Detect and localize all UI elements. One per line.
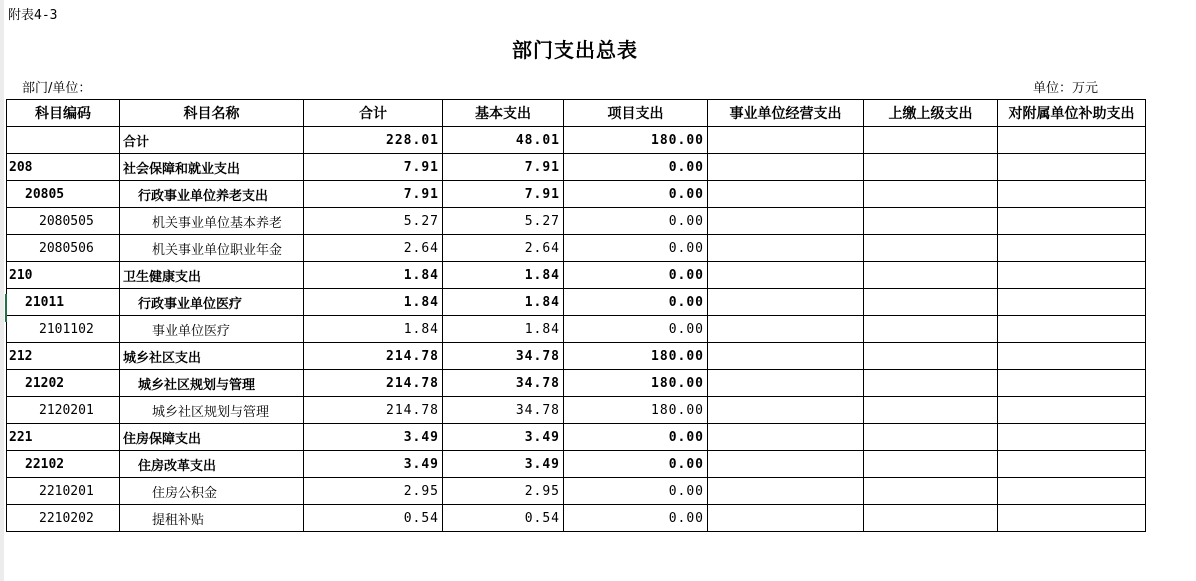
table-row — [7, 154, 1146, 181]
cell-name[interactable]: 住房改革支出 — [120, 451, 304, 478]
cell-subsidy[interactable] — [998, 316, 1146, 343]
cell-name[interactable]: 合计 — [120, 127, 304, 154]
cell-project[interactable]: 0.00 — [564, 424, 708, 451]
table-row — [7, 397, 1146, 424]
attachment-label: 附表4-3 — [8, 8, 58, 23]
cell-project[interactable]: 0.00 — [564, 316, 708, 343]
selection-marker — [5, 294, 7, 322]
cell-operating[interactable] — [708, 208, 864, 235]
cell-remit[interactable] — [864, 370, 998, 397]
page-title: 部门支出总表 — [512, 38, 638, 62]
cell-subsidy[interactable] — [998, 343, 1146, 370]
table-row — [7, 208, 1146, 235]
cell-remit[interactable] — [864, 262, 998, 289]
cell-name[interactable]: 城乡社区支出 — [120, 343, 304, 370]
table-row — [7, 181, 1146, 208]
cell-name[interactable]: 事业单位医疗 — [120, 316, 304, 343]
header-total[interactable]: 合计 — [304, 100, 443, 127]
table-row — [7, 478, 1146, 505]
cell-subsidy[interactable] — [998, 154, 1146, 181]
cell-code[interactable]: 208 — [7, 154, 120, 181]
cell-subsidy[interactable] — [998, 370, 1146, 397]
cell-remit[interactable] — [864, 343, 998, 370]
cell-operating[interactable] — [708, 451, 864, 478]
cell-remit[interactable] — [864, 451, 998, 478]
cell-operating[interactable] — [708, 235, 864, 262]
header-project[interactable]: 项目支出 — [564, 100, 708, 127]
table-row — [7, 316, 1146, 343]
cell-basic[interactable]: 7.91 — [443, 154, 564, 181]
cell-operating[interactable] — [708, 154, 864, 181]
cell-remit[interactable] — [864, 424, 998, 451]
table-row — [7, 451, 1146, 478]
cell-total[interactable]: 3.49 — [304, 424, 443, 451]
header-row — [7, 100, 1146, 127]
cell-code[interactable]: 21202 — [7, 370, 120, 397]
cell-basic[interactable]: 34.78 — [443, 343, 564, 370]
cell-total[interactable]: 7.91 — [304, 181, 443, 208]
cell-project[interactable]: 0.00 — [564, 451, 708, 478]
cell-remit[interactable] — [864, 235, 998, 262]
cell-name[interactable]: 住房保障支出 — [120, 424, 304, 451]
cell-subsidy[interactable] — [998, 262, 1146, 289]
cell-code[interactable]: 2210201 — [7, 478, 120, 505]
cell-subsidy[interactable] — [998, 208, 1146, 235]
cell-subsidy[interactable] — [998, 424, 1146, 451]
cell-name[interactable]: 行政事业单位养老支出 — [120, 181, 304, 208]
table-row — [7, 424, 1146, 451]
cell-name[interactable]: 城乡社区规划与管理 — [120, 397, 304, 424]
cell-subsidy[interactable] — [998, 181, 1146, 208]
cell-basic[interactable]: 48.01 — [443, 127, 564, 154]
cell-project[interactable]: 180.00 — [564, 127, 708, 154]
cell-remit[interactable] — [864, 181, 998, 208]
table-row — [7, 127, 1146, 154]
cell-code[interactable]: 2080506 — [7, 235, 120, 262]
cell-operating[interactable] — [708, 316, 864, 343]
table-row — [7, 235, 1146, 262]
cell-total[interactable]: 2.64 — [304, 235, 443, 262]
cell-project[interactable]: 0.00 — [564, 181, 708, 208]
cell-project[interactable]: 0.00 — [564, 289, 708, 316]
cell-project[interactable]: 0.00 — [564, 235, 708, 262]
cell-operating[interactable] — [708, 505, 864, 532]
cell-project[interactable]: 180.00 — [564, 343, 708, 370]
department-label: 部门/单位： — [22, 81, 92, 96]
cell-subsidy[interactable] — [998, 397, 1146, 424]
cell-basic[interactable]: 2.64 — [443, 235, 564, 262]
cell-name[interactable]: 提租补贴 — [120, 505, 304, 532]
cell-total[interactable]: 2.95 — [304, 478, 443, 505]
header-code[interactable]: 科目编码 — [7, 100, 120, 127]
cell-code[interactable]: 20805 — [7, 181, 120, 208]
expenditure-table — [6, 99, 1146, 532]
cell-code[interactable]: 212 — [7, 343, 120, 370]
cell-project[interactable]: 0.00 — [564, 208, 708, 235]
cell-name[interactable]: 卫生健康支出 — [120, 262, 304, 289]
cell-basic[interactable]: 0.54 — [443, 505, 564, 532]
cell-name[interactable]: 机关事业单位基本养老 — [120, 208, 304, 235]
cell-basic[interactable]: 5.27 — [443, 208, 564, 235]
cell-name[interactable]: 住房公积金 — [120, 478, 304, 505]
cell-basic[interactable]: 3.49 — [443, 451, 564, 478]
sheet-left-edge — [0, 0, 4, 581]
cell-project[interactable]: 180.00 — [564, 397, 708, 424]
cell-name[interactable]: 社会保障和就业支出 — [120, 154, 304, 181]
cell-project[interactable]: 0.00 — [564, 505, 708, 532]
table-row — [7, 343, 1146, 370]
header-remit[interactable]: 上缴上级支出 — [864, 100, 998, 127]
cell-total[interactable]: 7.91 — [304, 154, 443, 181]
cell-name[interactable]: 机关事业单位职业年金 — [120, 235, 304, 262]
cell-code[interactable]: 2101102 — [7, 316, 120, 343]
table-row — [7, 370, 1146, 397]
cell-code[interactable]: 21011 — [7, 289, 120, 316]
cell-subsidy[interactable] — [998, 451, 1146, 478]
header-basic[interactable]: 基本支出 — [443, 100, 564, 127]
cell-basic[interactable]: 1.84 — [443, 289, 564, 316]
header-name[interactable]: 科目名称 — [120, 100, 304, 127]
cell-operating[interactable] — [708, 478, 864, 505]
cell-total[interactable]: 214.78 — [304, 343, 443, 370]
cell-remit[interactable] — [864, 208, 998, 235]
header-operating[interactable]: 事业单位经营支出 — [708, 100, 864, 127]
cell-total[interactable]: 0.54 — [304, 505, 443, 532]
cell-project[interactable]: 0.00 — [564, 262, 708, 289]
cell-basic[interactable]: 3.49 — [443, 424, 564, 451]
cell-code[interactable]: 2080505 — [7, 208, 120, 235]
table-row — [7, 262, 1146, 289]
cell-total[interactable]: 1.84 — [304, 289, 443, 316]
cell-subsidy[interactable] — [998, 235, 1146, 262]
cell-code[interactable] — [7, 127, 120, 154]
cell-remit[interactable] — [864, 154, 998, 181]
cell-operating[interactable] — [708, 343, 864, 370]
cell-subsidy[interactable] — [998, 478, 1146, 505]
table-row — [7, 505, 1146, 532]
cell-operating[interactable] — [708, 262, 864, 289]
cell-operating[interactable] — [708, 127, 864, 154]
cell-remit[interactable] — [864, 316, 998, 343]
cell-name[interactable]: 行政事业单位医疗 — [120, 289, 304, 316]
cell-remit[interactable] — [864, 478, 998, 505]
cell-total[interactable]: 1.84 — [304, 316, 443, 343]
cell-code[interactable]: 221 — [7, 424, 120, 451]
cell-total[interactable]: 214.78 — [304, 370, 443, 397]
cell-project[interactable]: 0.00 — [564, 478, 708, 505]
cell-subsidy[interactable] — [998, 289, 1146, 316]
cell-basic[interactable]: 2.95 — [443, 478, 564, 505]
cell-total[interactable]: 5.27 — [304, 208, 443, 235]
cell-basic[interactable]: 1.84 — [443, 262, 564, 289]
cell-remit[interactable] — [864, 289, 998, 316]
cell-basic[interactable]: 7.91 — [443, 181, 564, 208]
cell-code[interactable]: 22102 — [7, 451, 120, 478]
cell-subsidy[interactable] — [998, 127, 1146, 154]
cell-remit[interactable] — [864, 505, 998, 532]
header-subsidy[interactable]: 对附属单位补助支出 — [998, 100, 1146, 127]
cell-total[interactable]: 214.78 — [304, 397, 443, 424]
cell-remit[interactable] — [864, 127, 998, 154]
cell-basic[interactable]: 34.78 — [443, 370, 564, 397]
cell-operating[interactable] — [708, 397, 864, 424]
cell-operating[interactable] — [708, 289, 864, 316]
cell-operating[interactable] — [708, 181, 864, 208]
cell-total[interactable]: 228.01 — [304, 127, 443, 154]
cell-total[interactable]: 1.84 — [304, 262, 443, 289]
cell-subsidy[interactable] — [998, 505, 1146, 532]
cell-code[interactable]: 2210202 — [7, 505, 120, 532]
cell-code[interactable]: 210 — [7, 262, 120, 289]
cell-total[interactable]: 3.49 — [304, 451, 443, 478]
cell-project[interactable]: 180.00 — [564, 370, 708, 397]
cell-operating[interactable] — [708, 424, 864, 451]
cell-basic[interactable]: 1.84 — [443, 316, 564, 343]
cell-project[interactable]: 0.00 — [564, 154, 708, 181]
cell-name[interactable]: 城乡社区规划与管理 — [120, 370, 304, 397]
cell-operating[interactable] — [708, 370, 864, 397]
table-body — [7, 127, 1146, 532]
table-row — [7, 289, 1146, 316]
cell-code[interactable]: 2120201 — [7, 397, 120, 424]
cell-remit[interactable] — [864, 397, 998, 424]
unit-label: 单位：万元 — [1033, 81, 1099, 96]
cell-basic[interactable]: 34.78 — [443, 397, 564, 424]
